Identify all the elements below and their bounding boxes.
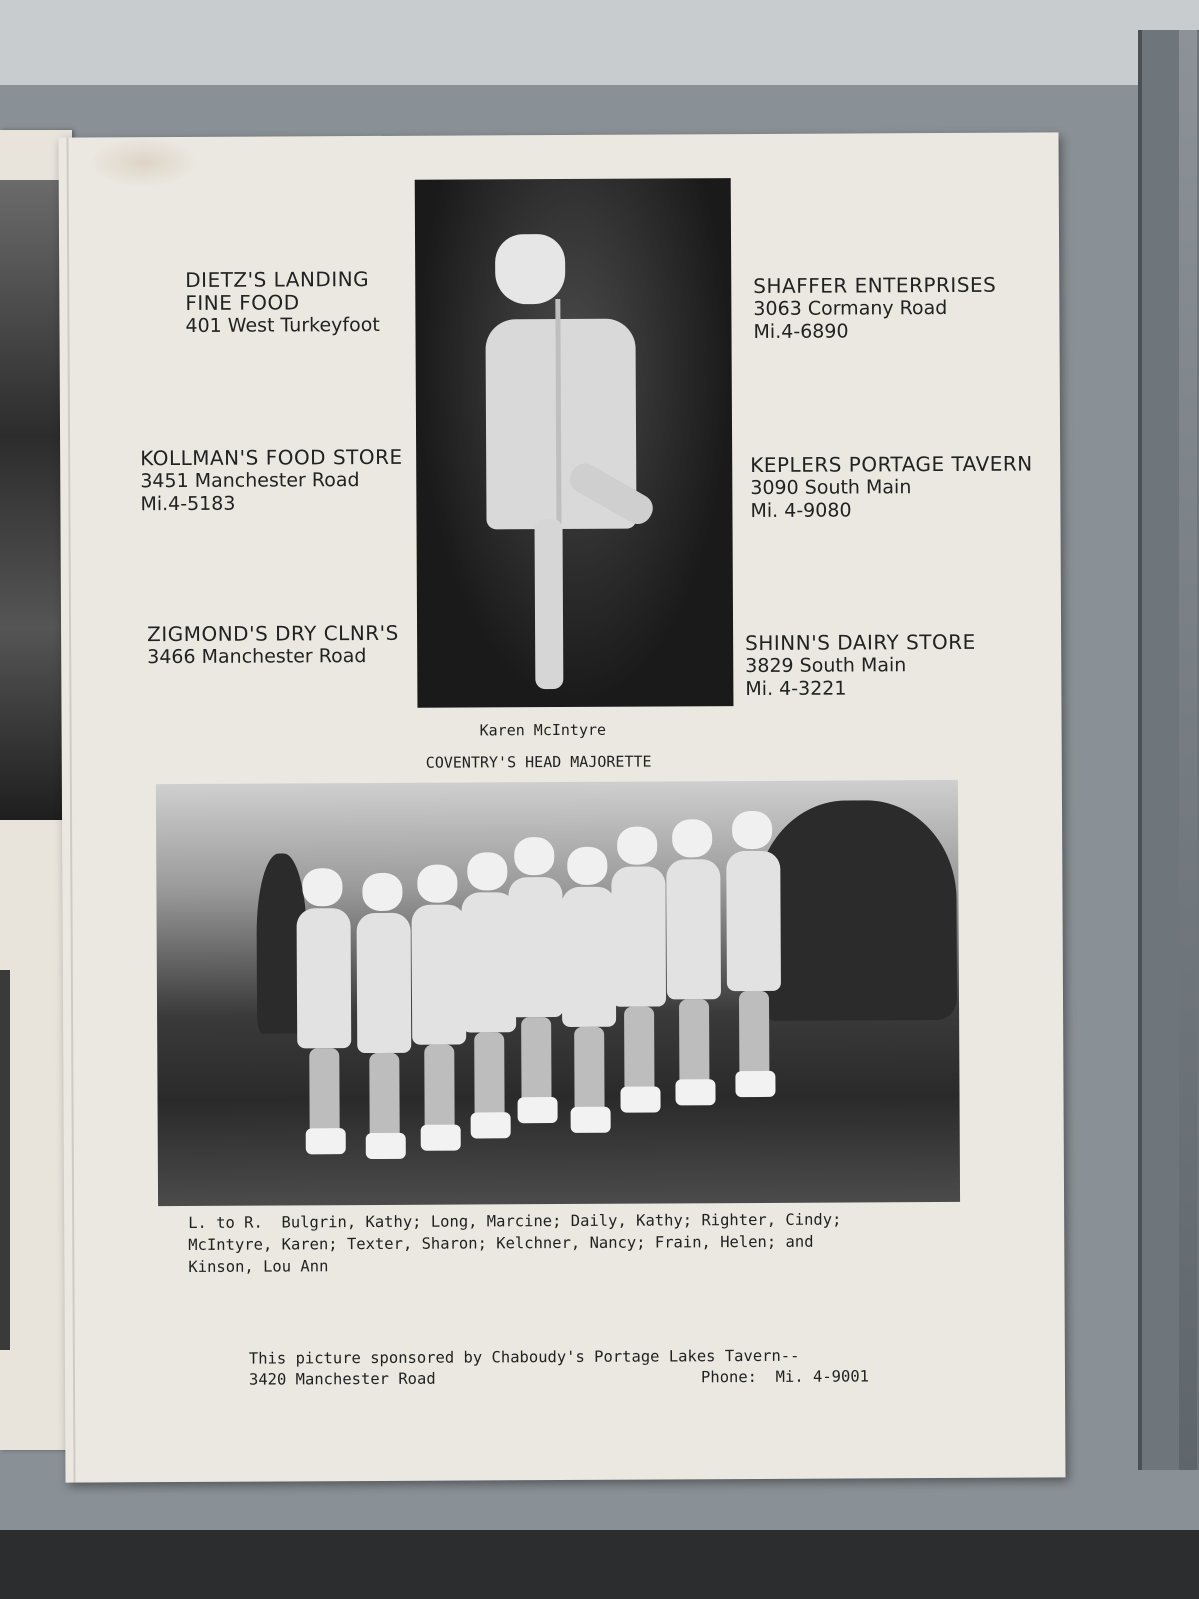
ad-dietz-name-2: FINE FOOD [185, 290, 300, 315]
head-majorette-photo [415, 178, 734, 708]
sponsor-note [249, 1345, 889, 1390]
ad-shinn [745, 631, 976, 701]
ad-dietz [185, 268, 380, 338]
water-stain [88, 137, 198, 188]
majorette-leg [534, 519, 563, 689]
ad-zigmond [147, 622, 399, 669]
group-names-caption [188, 1208, 948, 1278]
book-spine-stripe [1179, 30, 1197, 1470]
ad-keplers [750, 453, 1033, 523]
majorette-group-photo [156, 780, 960, 1206]
majorette-hat [495, 234, 565, 304]
background-wall [0, 0, 1199, 85]
ad-kollman [140, 446, 403, 516]
ad-shaffer-address: 3063 Cormany Road [753, 296, 948, 320]
ad-kollman-phone: Mi.4-5183 [140, 492, 236, 516]
ad-keplers-name: KEPLERS PORTAGE TAVERN [750, 451, 1033, 478]
solo-caption-title: COVENTRY'S HEAD MAJORETTE [425, 752, 652, 772]
left-page-photo [0, 180, 68, 820]
sponsor-phone: Phone: Mi. 4-9001 [700, 1367, 870, 1387]
sponsor-line-1: This picture sponsored by Chaboudy's Portage Lakes Tavern-- [248, 1346, 800, 1368]
ad-kollman-name: KOLLMAN'S FOOD STORE [140, 444, 403, 471]
group-names-line-1: L. to R. Bulgrin, Kathy; Long, Marcine; Daily, Kathy; Righter, Cindy; [188, 1210, 842, 1232]
left-page-photo-lower [0, 970, 10, 1350]
ad-keplers-phone: Mi. 4-9080 [750, 499, 852, 523]
ad-kollman-address: 3451 Manchester Road [140, 469, 360, 493]
ad-dietz-address: 401 West Turkeyfoot [185, 313, 380, 337]
program-page [58, 132, 1065, 1482]
solo-caption-name: Karen McIntyre [479, 720, 607, 740]
tree [756, 800, 957, 1021]
right-book-edge [1138, 30, 1199, 1470]
ad-keplers-address: 3090 South Main [750, 476, 912, 500]
ad-shinn-phone: Mi. 4-3221 [745, 677, 847, 701]
table-surface [0, 1530, 1199, 1599]
ad-shinn-address: 3829 South Main [745, 654, 907, 678]
ad-dietz-name-1: DIETZ'S LANDING [185, 267, 370, 292]
page-fold [66, 138, 75, 1483]
sponsor-line-2: 3420 Manchester Road [248, 1369, 436, 1389]
ad-shaffer [753, 274, 996, 344]
group-names-line-2: McIntyre, Karen; Texter, Sharon; Kelchner, Nancy; Frain, Helen; and [188, 1232, 814, 1254]
group-names-line-3: Kinson, Lou Ann [188, 1257, 329, 1276]
ad-shaffer-name: SHAFFER ENTERPRISES [753, 272, 997, 298]
ad-zigmond-name: ZIGMOND'S DRY CLNR'S [147, 620, 399, 647]
ad-shaffer-phone: Mi.4-6890 [753, 320, 849, 343]
ad-zigmond-address: 3466 Manchester Road [147, 645, 367, 669]
ad-shinn-name: SHINN'S DAIRY STORE [745, 629, 976, 656]
